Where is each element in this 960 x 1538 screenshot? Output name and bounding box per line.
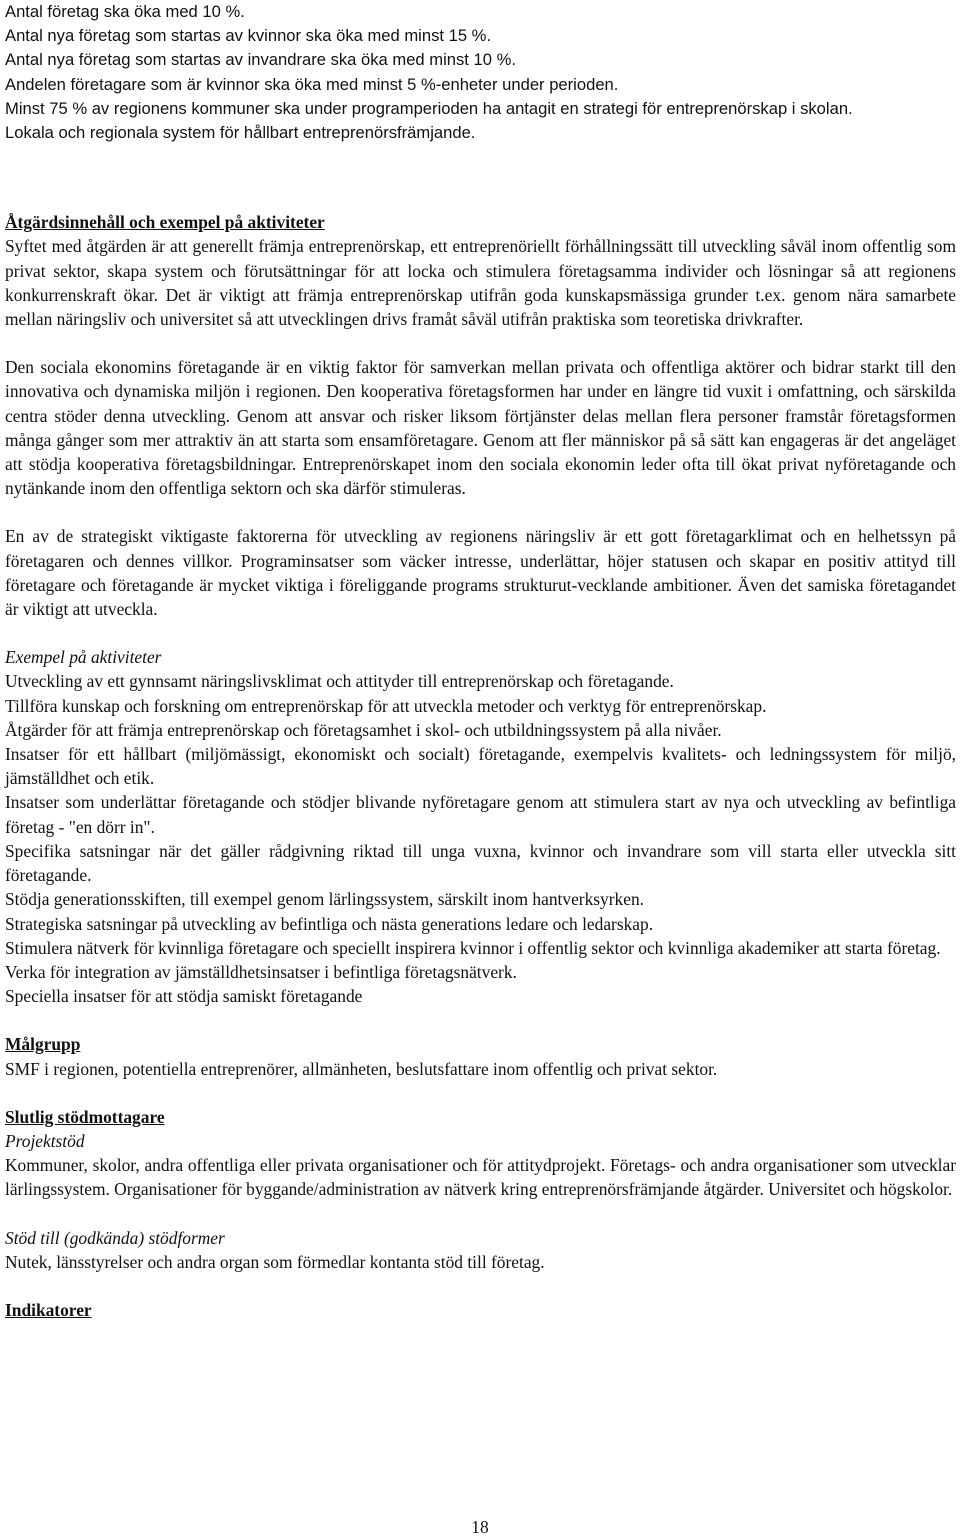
list-item: Verka för integration av jämställdhetsinsatser i befintliga företagsnätverk. [5,961,517,982]
spacer [5,1274,956,1298]
list-item: Tillföra kunskap och forskning om entreprenörskap för att utveckla metoder och verktyg för entreprenörskap. [5,695,767,716]
paragraph: En av de strategiskt viktigaste faktorerna för utveckling av regionens näringsliv är ett gott företagarklimat och en helhetssyn på företagaren och dennes villkor. Programinsatser som väcker intresse, underlättar, höjer statusen och skapar en positiv attityd till företagare och företagande är mycket viktiga i föreliggande programs strukturut-vecklande ambitioner. Även det samiska företagandet är viktigt att utveckla. [5,526,956,620]
spacer [5,145,956,210]
list-item: Åtgärder för att främja entreprenörskap och företagsamhet i skol- och utbildningssystem på alla nivåer. [5,719,722,740]
list-item: Speciella insatser för att stödja samiskt företagande [5,986,363,1007]
examples-list [5,669,956,1008]
spacer [5,331,956,355]
intro-line: Andelen företagare som är kvinnor ska öka med minst 5 %-enheter under perioden. [5,74,619,94]
list-item: Specifika satsningar när det gäller rådgivning riktad till unga vuxna, kvinnor och invandrare som vill starta eller utveckla sitt företagande. [5,840,956,886]
spacer [5,621,956,645]
intro-line: Antal företag ska öka med 10 %. [5,2,245,21]
paragraph: Kommuner, skolor, andra offentliga eller privata organisationer och för attitydprojekt. Företags- och andra organisationer som utvecklar lärlingssystem. Organisationer för byggande/administration av nätverk kring entreprenörsfrämjande åtgärder. Universitet och högskolor. [5,1155,956,1200]
section-heading-slutlig: Slutlig stödmottagare [5,1106,165,1127]
intro-line: Antal nya företag som startas av kvinnor ska öka med minst 15 %. [5,26,492,46]
list-item: Stödja generationsskiften, till exempel genom lärlingssystem, särskilt inom hantverksyrken. [5,889,644,910]
spacer [5,1008,956,1032]
intro-goals-list [5,0,956,145]
paragraph: Den sociala ekonomins företagande är en viktig faktor för samverkan mellan privata och offentliga aktörer och bidrar starkt till den innovativa och dynamiska miljön i regionen. Den kooperativa företagsformen har under en längre tid vuxit i omfattning, och särskilda centra stöder denna utveckling. Genom att ansvar och risker liksom förtjänster delas mellan flera personer framstår företagsformen många gånger som mer attraktiv än att starta som ensamföretagare. Genom att fler människor på så sätt kan engageras är det angeläget att stödja kooperativa företagsbildningar. Entreprenörskapet inom den sociala ekonomin leder ofta till ökat privat nyföretagande och nytänkande inom den offentliga sektorn och ska därför stimuleras. [5,357,956,499]
section-heading-indikatorer: Indikatorer [5,1299,92,1320]
subheading-projektstod: Projektstöd [5,1130,85,1151]
intro-line: Antal nya företag som startas av invandrare ska öka med minst 10 %. [5,50,516,70]
list-item: Strategiska satsningar på utveckling av befintliga och nästa generations ledare och ledarskap. [5,913,654,934]
paragraph: Nutek, länsstyrelser och andra organ som förmedlar kontanta stöd till företag. [5,1251,545,1272]
section-heading-malgrupp: Målgrupp [5,1034,81,1055]
list-item: Insatser som underlättar företagande och stödjer blivande nyföretagare genom att stimulera start av nya och utveckling av befintliga företag - "en dörr in". [5,792,956,837]
paragraph: SMF i regionen, potentiella entreprenörer, allmänheten, beslutsfattare inom offentlig och privat sektor. [5,1058,718,1079]
paragraph: Syftet med åtgärden är att generellt främja entreprenörskap, ett entreprenöriellt förhållningssätt till utveckling såväl inom offentlig som privat sektor, skapa system och förutsättningar för att locka och stimulera företagsamma individer och lösningar så att regionens konkurrenskraft ökar. Det är viktigt att främja entreprenörskap utifrån goda kunskapsmässiga grunder t.ex. genom nära samarbete mellan näringsliv och universitet så att utvecklingen drivs framåt såväl utifrån praktiska som teoretiska drivkrafter. [5,236,956,330]
list-item: Utveckling av ett gynnsamt näringslivsklimat och attityder till entreprenörskap och företagande. [5,671,674,692]
spacer [5,1202,956,1226]
spacer [5,500,956,524]
page-number: 18 [471,1517,489,1537]
subheading-stod: Stöd till (godkända) stödformer [5,1227,225,1248]
examples-title: Exempel på aktiviteter [5,647,162,668]
intro-line: Lokala och regionala system för hållbart entreprenörsfrämjande. [5,123,476,143]
spacer [5,1081,956,1105]
list-item: Stimulera nätverk för kvinnliga företagare och speciellt inspirera kvinnor i offentlig sektor och kvinnliga akademiker att starta företag. [5,937,941,958]
intro-line: Minst 75 % av regionens kommuner ska under programperioden ha antagit en strategi för entreprenörskap i skolan. [5,98,853,118]
document-page [5,0,956,1322]
list-item: Insatser för ett hållbart (miljömässigt, ekonomiskt och socialt) företagande, exempelvis kvalitets- och ledningssystem för miljö, jämställdhet och etik. [5,744,956,789]
section-heading-atgard: Åtgärdsinnehåll och exempel på aktiviteter [5,212,325,233]
